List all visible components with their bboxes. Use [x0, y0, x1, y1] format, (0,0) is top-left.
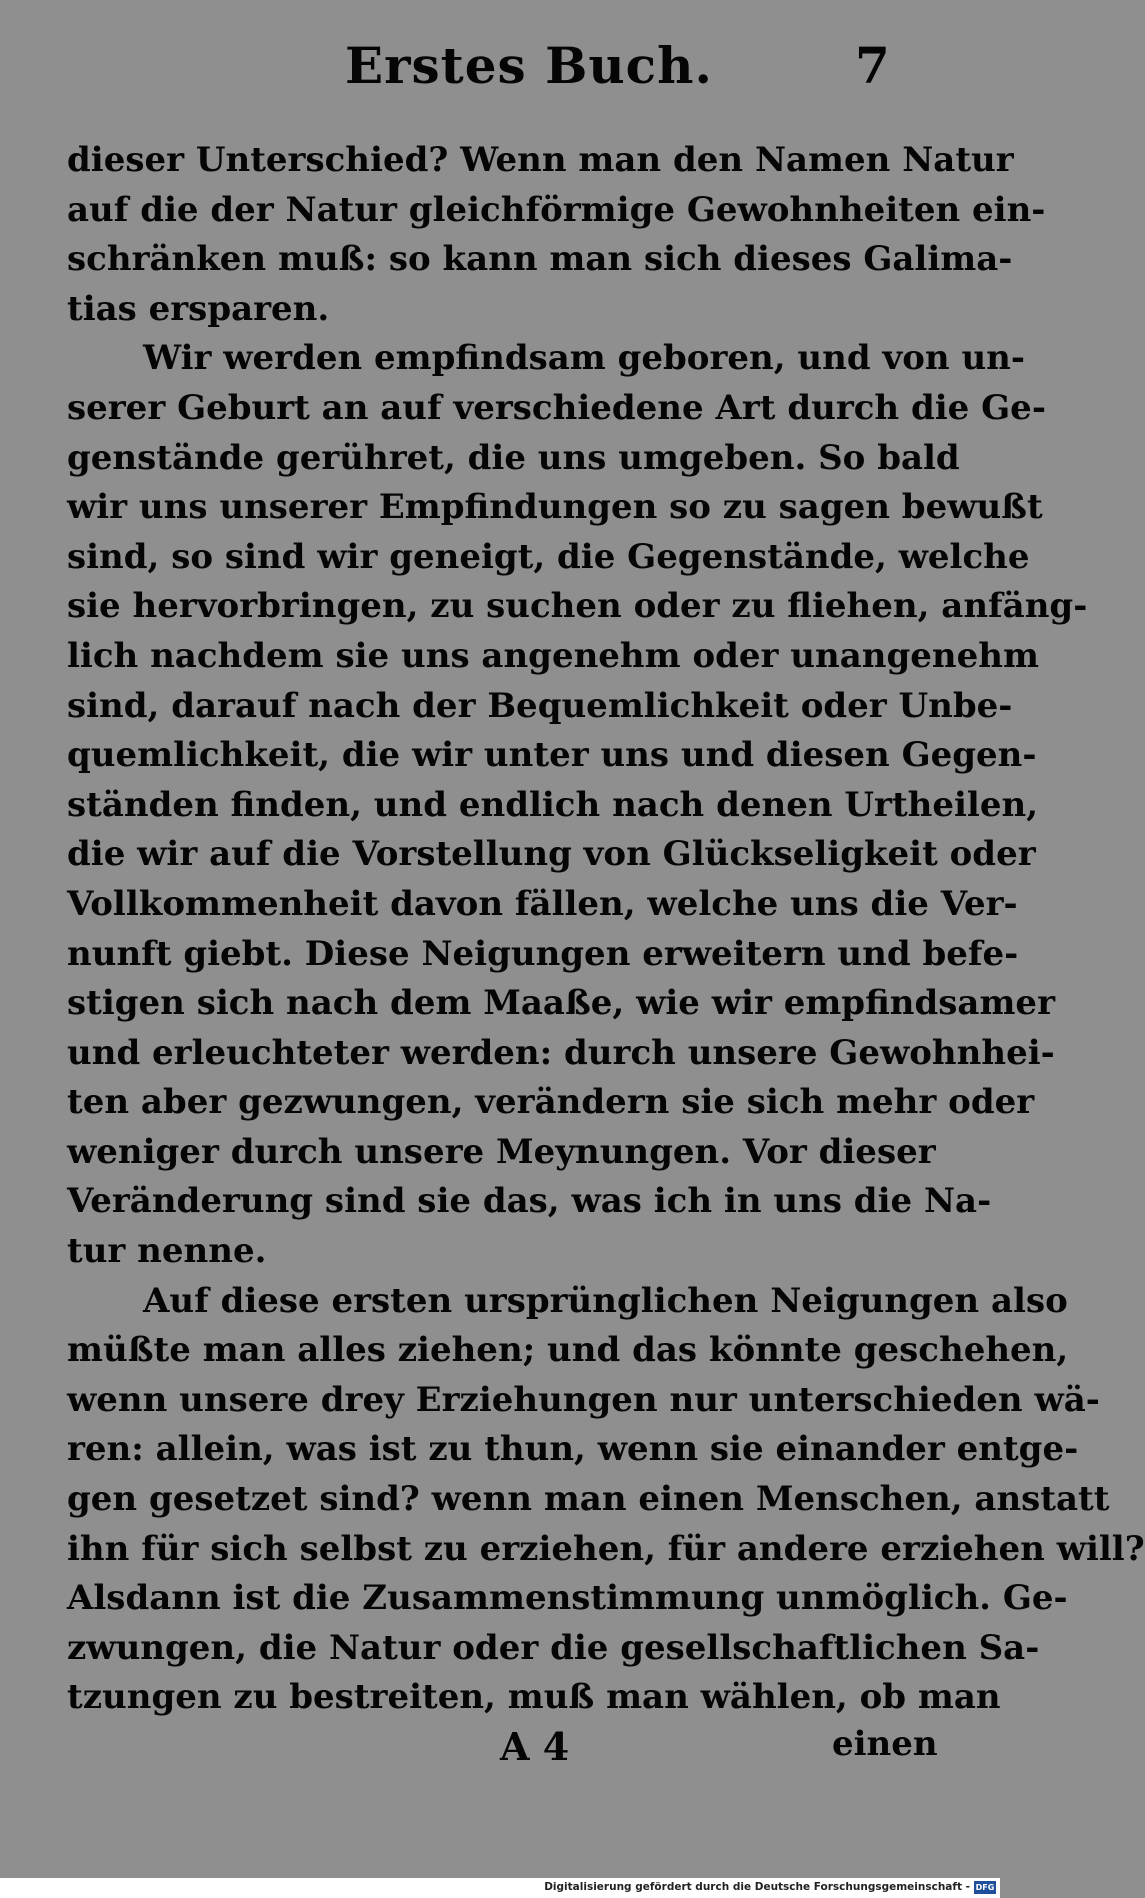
- dfg-logo-icon: DFG: [975, 1883, 995, 1892]
- funding-credit: Digitalisierung gefördert durch die Deutsche Forschungsgemeinschaft -: [544, 1881, 970, 1893]
- text-line: Auf diese ersten ursprünglichen Neigungen also: [143, 1280, 1068, 1321]
- text-line: auf die der Natur gleichförmige Gewohnheiten ein-: [67, 189, 1046, 230]
- catchword: einen: [832, 1724, 938, 1764]
- page-number: 7: [855, 36, 890, 95]
- text-line: lich nachdem sie uns angenehm oder unangenehm: [67, 635, 1039, 676]
- text-line: Alsdann ist die Zusammenstimmung unmöglich. Ge-: [67, 1578, 1068, 1619]
- text-line: sind, so sind wir geneigt, die Gegenstände, welche: [67, 536, 1030, 577]
- text-line: schränken muß: so kann man sich dieses Galima-: [67, 239, 1013, 280]
- text-line: ten aber gezwungen, verändern sie sich mehr oder: [67, 1082, 1035, 1123]
- text-line: ren: allein, was ist zu thun, wenn sie einander entge-: [67, 1429, 1079, 1470]
- text-line: und erleuchteter werden: durch unsere Gewohnhei-: [67, 1032, 1055, 1073]
- text-line: die wir auf die Vorstellung von Glückseligkeit oder: [67, 834, 1036, 875]
- text-line: wenn unsere drey Erziehungen nur unterschieden wä-: [67, 1379, 1100, 1420]
- signature-mark: A 4: [500, 1724, 570, 1769]
- text-line: gen gesetzet sind? wenn man einen Menschen, anstatt: [67, 1479, 1110, 1520]
- credit-bar: [0, 1878, 1000, 1898]
- text-line: ihn für sich selbst zu erziehen, für andere erziehen will?: [67, 1528, 1145, 1569]
- text-line: zwungen, die Natur oder die gesellschaftlichen Sa-: [67, 1627, 1040, 1668]
- text-line: tzungen zu bestreiten, muß man wählen, ob man: [67, 1677, 1001, 1718]
- text-line: nunft giebt. Diese Neigungen erweitern und befe-: [67, 933, 1019, 974]
- text-line: genstände gerühret, die uns umgeben. So bald: [67, 437, 960, 478]
- text-line: sie hervorbringen, zu suchen oder zu fliehen, anfäng-: [67, 586, 1088, 627]
- text-line: quemlichkeit, die wir unter uns und diesen Gegen-: [67, 735, 1037, 776]
- text-line: sind, darauf nach der Bequemlichkeit oder Unbe-: [67, 685, 1013, 726]
- text-line: wir uns unserer Empfindungen so zu sagen bewußt: [67, 487, 1043, 528]
- text-line: Vollkommenheit davon fällen, welche uns die Ver-: [67, 883, 1018, 924]
- text-line: Veränderung sind sie das, was ich in uns die Na-: [67, 1181, 992, 1222]
- text-line: müßte man alles ziehen; und das könnte geschehen,: [67, 1330, 1069, 1371]
- running-head-title: Erstes Buch.: [345, 36, 713, 95]
- text-line: tur nenne.: [67, 1231, 267, 1272]
- text-line: serer Geburt an auf verschiedene Art durch die Ge-: [67, 387, 1046, 428]
- body-text: [67, 136, 1145, 1723]
- text-line: weniger durch unsere Meynungen. Vor dieser: [67, 1131, 936, 1172]
- text-line: stigen sich nach dem Maaße, wie wir empfindsamer: [67, 983, 1055, 1024]
- text-line: ständen finden, und endlich nach denen Urtheilen,: [67, 784, 1039, 825]
- text-line: tias ersparen.: [67, 288, 330, 329]
- text-line: dieser Unterschied? Wenn man den Namen Natur: [67, 140, 1014, 180]
- text-line: Wir werden empfindsam geboren, und von un-: [143, 338, 1025, 379]
